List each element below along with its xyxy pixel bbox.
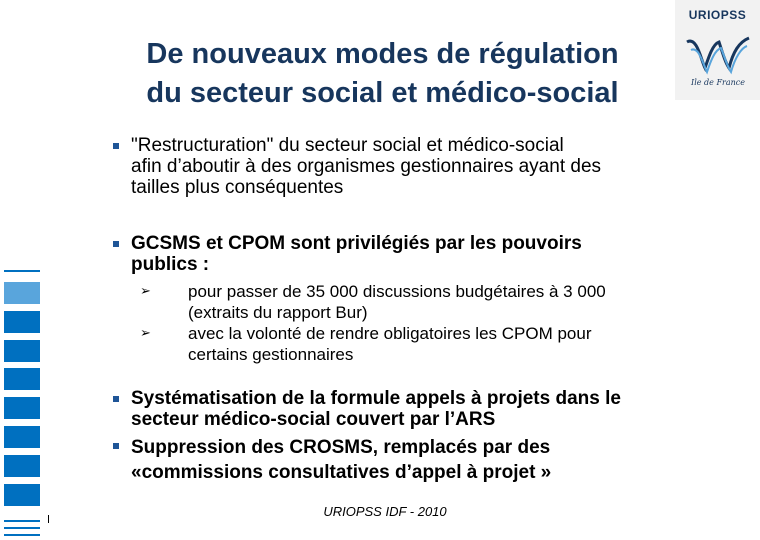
arrow-bullet-icon: ➢ xyxy=(140,325,151,340)
decorative-stripe xyxy=(4,455,40,477)
bullet-line: secteur médico-social couvert par l’ARS xyxy=(131,409,496,430)
sub-bullet-line: avec la volonté de rendre obligatoires les CPOM pour xyxy=(188,324,592,343)
decorative-left-bar xyxy=(0,0,42,540)
decorative-stripe xyxy=(4,484,40,506)
bullet-text xyxy=(131,135,601,198)
bullet-square-icon xyxy=(113,241,119,247)
divider-line xyxy=(4,270,40,272)
sub-bullet-line: pour passer de 35 000 discussions budgétaires à 3 000 xyxy=(188,282,606,301)
page-title xyxy=(100,35,665,113)
sub-bullet-text xyxy=(188,323,592,365)
tick-mark xyxy=(48,515,49,523)
decorative-stripe xyxy=(4,426,40,448)
arrow-bullet-icon: ➢ xyxy=(140,283,151,298)
bullet-square-icon xyxy=(113,396,119,402)
bullet-line: GCSMS et CPOM sont privilégiés par les pouvoirs xyxy=(131,233,582,254)
bullet-line: "Restructuration" du secteur social et médico-social xyxy=(131,135,564,156)
sub-bullet-line: (extraits du rapport Bur) xyxy=(188,303,368,322)
bullet-line: tailles plus conséquentes xyxy=(131,177,344,198)
sub-bullet-line: certains gestionnaires xyxy=(188,345,354,364)
title-line-1: De nouveaux modes de régulation xyxy=(146,38,619,70)
uriopss-logo xyxy=(675,0,760,100)
decorative-stripe xyxy=(4,340,40,362)
bullet-line: afin d’aboutir à des organismes gestionnaires ayant des xyxy=(131,156,602,177)
bullet-text xyxy=(131,388,621,430)
uriopss-logo-icon xyxy=(683,30,753,90)
decorative-stripe xyxy=(4,311,40,333)
bullet-text xyxy=(131,233,582,275)
decorative-stripe xyxy=(4,282,40,304)
sub-bullet-text xyxy=(188,281,606,323)
title-line-2: du secteur social et médico-social xyxy=(146,77,619,109)
logo-name: URIOPSS xyxy=(688,8,747,22)
bullet-square-icon xyxy=(113,143,119,149)
decorative-stripe xyxy=(4,397,40,419)
bullet-line: publics : xyxy=(131,254,210,275)
bullet-square-icon xyxy=(113,443,119,449)
svg-text:Ile de France: Ile de France xyxy=(691,78,745,87)
bullet-line: Suppression des CROSMS, remplacés par des xyxy=(131,437,551,458)
footer-text: URIOPSS IDF - 2010 xyxy=(323,504,447,519)
divider-line xyxy=(4,520,40,522)
bullet-text xyxy=(131,435,551,485)
bullet-line: Systématisation de la formule appels à projets dans le xyxy=(131,388,621,409)
divider-line xyxy=(4,527,40,529)
decorative-stripe xyxy=(4,368,40,390)
bullet-line: «commissions consultatives d’appel à projet » xyxy=(131,462,552,483)
divider-line xyxy=(4,534,40,536)
